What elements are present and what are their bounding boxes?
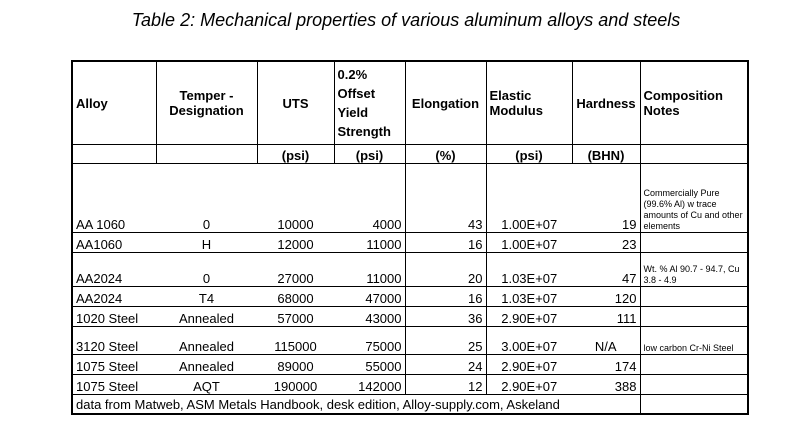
cell-elongation: 12 [405, 375, 486, 395]
unit-yield: (psi) [334, 145, 405, 164]
cell-modulus: 2.90E+07 [486, 375, 572, 395]
cell-modulus: 1.03E+07 [486, 253, 572, 287]
cell-composition [640, 233, 748, 253]
cell-modulus: 1.03E+07 [486, 287, 572, 307]
unit-uts: (psi) [257, 145, 334, 164]
cell-uts: 190000 [257, 375, 334, 395]
cell-hardness: N/A [572, 327, 640, 355]
cell-alloy: AA 1060 [72, 164, 156, 233]
header-temper: Temper - Designation [156, 61, 257, 145]
cell-uts: 12000 [257, 233, 334, 253]
table-row [72, 307, 748, 327]
source-note: data from Matweb, ASM Metals Handbook, desk edition, Alloy-supply.com, Askeland [72, 395, 640, 415]
cell-alloy: 1075 Steel [72, 355, 156, 375]
units-row [72, 145, 748, 164]
cell-modulus: 2.90E+07 [486, 307, 572, 327]
table-row [72, 375, 748, 395]
cell-temper: T4 [156, 287, 257, 307]
footer-row [72, 395, 748, 415]
cell-alloy: AA1060 [72, 233, 156, 253]
cell-alloy: AA2024 [72, 287, 156, 307]
header-alloy: Alloy [72, 61, 156, 145]
cell-composition: low carbon Cr-Ni Steel [640, 327, 748, 355]
table-caption: Table 2: Mechanical properties of various aluminum alloys and steels [131, 10, 681, 30]
cell-modulus: 3.00E+07 [486, 327, 572, 355]
cell-elongation: 24 [405, 355, 486, 375]
unit-temper [156, 145, 257, 164]
header-elongation: Elongation [405, 61, 486, 145]
cell-hardness: 19 [572, 164, 640, 233]
cell-modulus: 1.00E+07 [486, 233, 572, 253]
cell-yield: 4000 [334, 164, 405, 233]
cell-uts: 115000 [257, 327, 334, 355]
header-row [72, 61, 748, 145]
cell-temper: 0 [156, 164, 257, 233]
cell-yield: 11000 [334, 253, 405, 287]
cell-temper: Annealed [156, 355, 257, 375]
header-hardness: Hardness [572, 61, 640, 145]
cell-uts: 10000 [257, 164, 334, 233]
cell-hardness: 174 [572, 355, 640, 375]
cell-modulus: 2.90E+07 [486, 355, 572, 375]
cell-uts: 89000 [257, 355, 334, 375]
cell-hardness: 120 [572, 287, 640, 307]
cell-temper: 0 [156, 253, 257, 287]
cell-yield: 75000 [334, 327, 405, 355]
cell-modulus: 1.00E+07 [486, 164, 572, 233]
cell-elongation: 16 [405, 233, 486, 253]
cell-temper: Annealed [156, 307, 257, 327]
unit-hardness: (BHN) [572, 145, 640, 164]
cell-temper: Annealed [156, 327, 257, 355]
cell-elongation: 25 [405, 327, 486, 355]
cell-temper: AQT [156, 375, 257, 395]
table-row [72, 253, 748, 287]
cell-elongation: 16 [405, 287, 486, 307]
unit-composition [640, 145, 748, 164]
cell-elongation: 43 [405, 164, 486, 233]
cell-yield: 55000 [334, 355, 405, 375]
cell-alloy: 1020 Steel [72, 307, 156, 327]
table-row [72, 355, 748, 375]
header-modulus: Elastic Modulus [486, 61, 572, 145]
cell-yield: 47000 [334, 287, 405, 307]
cell-composition [640, 375, 748, 395]
cell-hardness: 47 [572, 253, 640, 287]
cell-hardness: 388 [572, 375, 640, 395]
cell-yield: 11000 [334, 233, 405, 253]
cell-composition [640, 307, 748, 327]
cell-temper: H [156, 233, 257, 253]
unit-alloy [72, 145, 156, 164]
cell-composition: Wt. % Al 90.7 - 94.7, Cu 3.8 - 4.9 [640, 253, 748, 287]
unit-elongation: (%) [405, 145, 486, 164]
table-row [72, 327, 748, 355]
table-row [72, 287, 748, 307]
cell-elongation: 20 [405, 253, 486, 287]
table-row [72, 233, 748, 253]
unit-modulus: (psi) [486, 145, 572, 164]
properties-table [71, 60, 749, 415]
cell-composition: Commercially Pure (99.6% Al) w trace amounts of Cu and other elements [640, 164, 748, 233]
cell-elongation: 36 [405, 307, 486, 327]
cell-alloy: 3120 Steel [72, 327, 156, 355]
header-yield: 0.2% Offset Yield Strength [334, 61, 405, 145]
header-uts: UTS [257, 61, 334, 145]
footer-empty-cell [640, 395, 748, 415]
table-row [72, 164, 748, 233]
cell-uts: 57000 [257, 307, 334, 327]
cell-composition [640, 355, 748, 375]
cell-uts: 68000 [257, 287, 334, 307]
cell-uts: 27000 [257, 253, 334, 287]
cell-hardness: 111 [572, 307, 640, 327]
cell-hardness: 23 [572, 233, 640, 253]
cell-yield: 142000 [334, 375, 405, 395]
header-composition: Composition Notes [640, 61, 748, 145]
cell-alloy: 1075 Steel [72, 375, 156, 395]
cell-yield: 43000 [334, 307, 405, 327]
cell-composition [640, 287, 748, 307]
cell-alloy: AA2024 [72, 253, 156, 287]
